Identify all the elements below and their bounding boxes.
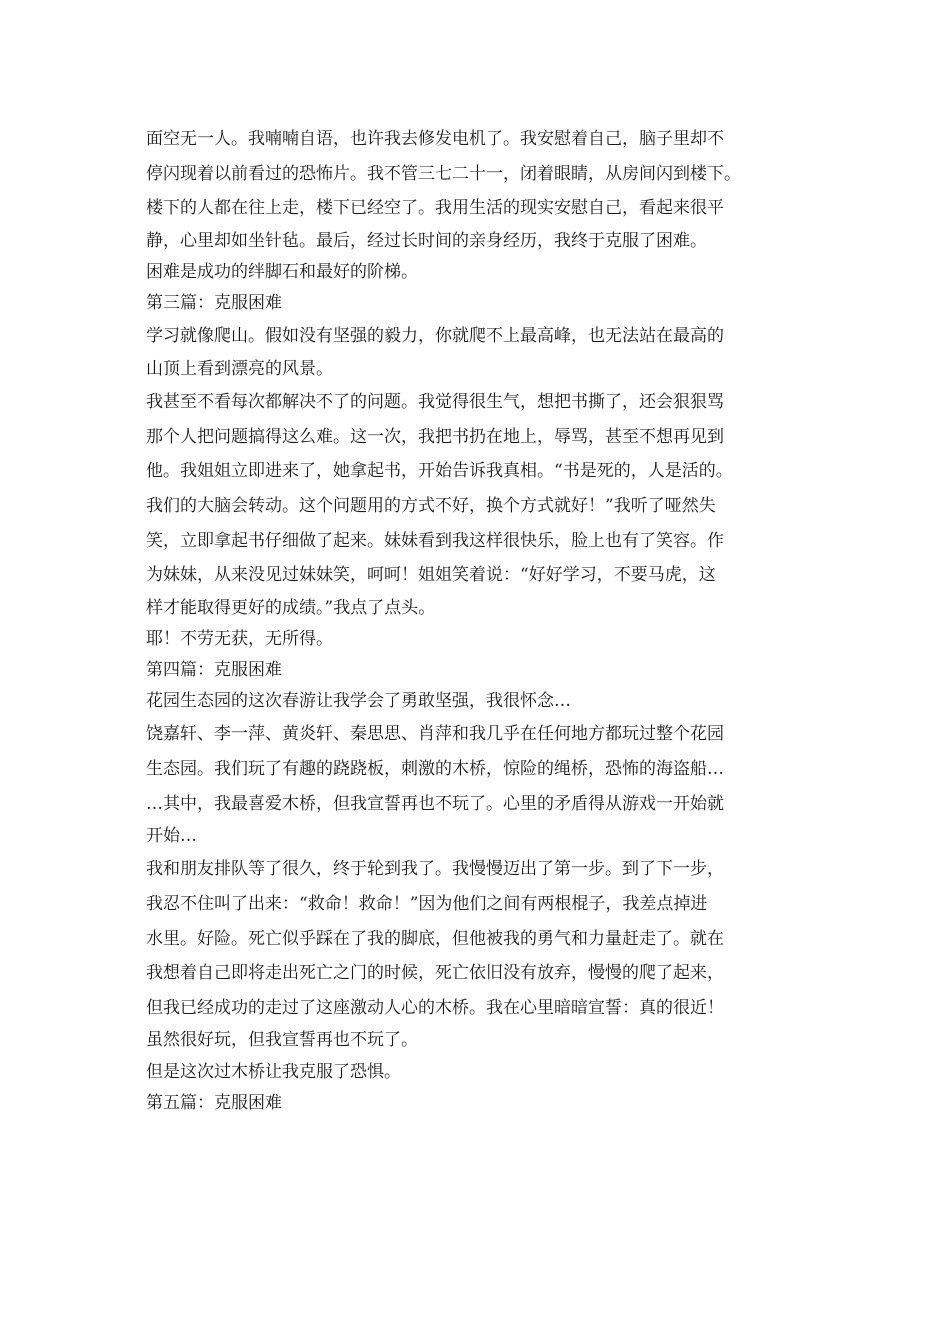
text-line: 为妹妹，从来没见过妹妹笑，呵呵！姐姐笑着说：“好好学习，不要马虎，这 [146, 565, 716, 586]
text-line: 饶嘉轩、李一萍、黄炎轩、秦思思、肖萍和我几乎在任何地方都玩过整个花园 [146, 724, 724, 745]
text-line: 楼下的人都在往上走，楼下已经空了。我用生活的现实安慰自己，看起来很平 [146, 198, 724, 219]
text-line: 静，心里却如坐针毡。最后，经过长时间的亲身经历，我终于克服了困难。 [146, 230, 707, 251]
text-line: 那个人把问题搞得这么难。这一次，我把书扔在地上，辱骂，甚至不想再见到 [146, 426, 724, 447]
text-line: 我和朋友排队等了很久，终于轮到我了。我慢慢迈出了第一步。到了下一步， [146, 859, 724, 880]
text-line: 水里。好险。死亡似乎踩在了我的脚底，但他被我的勇气和力量赶走了。就在 [146, 928, 724, 949]
text-line: 开始… [146, 826, 197, 847]
text-line: 耶！不劳无获，无所得。 [146, 628, 333, 649]
section-heading: 第五篇：克服困难 [146, 1092, 282, 1113]
text-line: 学习就像爬山。假如没有坚强的毅力，你就爬不上最高峰，也无法站在最高的 [146, 326, 724, 347]
text-line: 虽然很好玩，但我宣誓再也不玩了。 [146, 1030, 418, 1051]
text-line: 生态园。我们玩了有趣的跷跷板，刺激的木桥，惊险的绳桥，恐怖的海盗船… [146, 759, 724, 780]
text-line: 他。我姐姐立即进来了，她拿起书，开始告诉我真相。“书是死的，人是活的。 [146, 461, 733, 482]
text-line: 山顶上看到漂亮的风景。 [146, 358, 333, 379]
text-line: …其中，我最喜爱木桥，但我宣誓再也不玩了。心里的矛盾得从游戏一开始就 [146, 793, 724, 814]
text-line: 但我已经成功的走过了这座激动人心的木桥。我在心里暗暗宣誓：真的很近！ [146, 997, 724, 1018]
section-heading: 第三篇：克服困难 [146, 293, 282, 314]
text-line: 我们的大脑会转动。这个问题用的方式不好，换个方式就好！”我听了哑然失 [146, 495, 716, 516]
text-line: 样才能取得更好的成绩。”我点了点头。 [146, 597, 436, 618]
text-line: 但是这次过木桥让我克服了恐惧。 [146, 1061, 401, 1082]
section-heading: 第四篇：克服困难 [146, 660, 282, 681]
text-line: 困难是成功的绊脚石和最好的阶梯。 [146, 261, 418, 282]
text-line: 我忍不住叫了出来：“救命！救命！”因为他们之间有两根棍子，我差点掉进 [146, 894, 708, 914]
text-line: 花园生态园的这次春游让我学会了勇敢坚强，我很怀念… [146, 691, 571, 712]
text-line: 停闪现着以前看过的恐怖片。我不管三七二十一，闭着眼睛，从房间闪到楼下。 [146, 163, 741, 184]
document-body [146, 122, 826, 1119]
text-line: 我想着自己即将走出死亡之门的时候，死亡依旧没有放弃，慢慢的爬了起来， [146, 963, 724, 984]
text-line: 面空无一人。我喃喃自语，也许我去修发电机了。我安慰着自己，脑子里却不 [146, 129, 724, 149]
text-line: 笑，立即拿起书仔细做了起来。妹妹看到我这样很快乐，脸上也有了笑容。作 [146, 530, 724, 551]
text-line: 我甚至不看每次都解决不了的问题。我觉得很生气，想把书撕了，还会狠狠骂 [146, 392, 724, 413]
